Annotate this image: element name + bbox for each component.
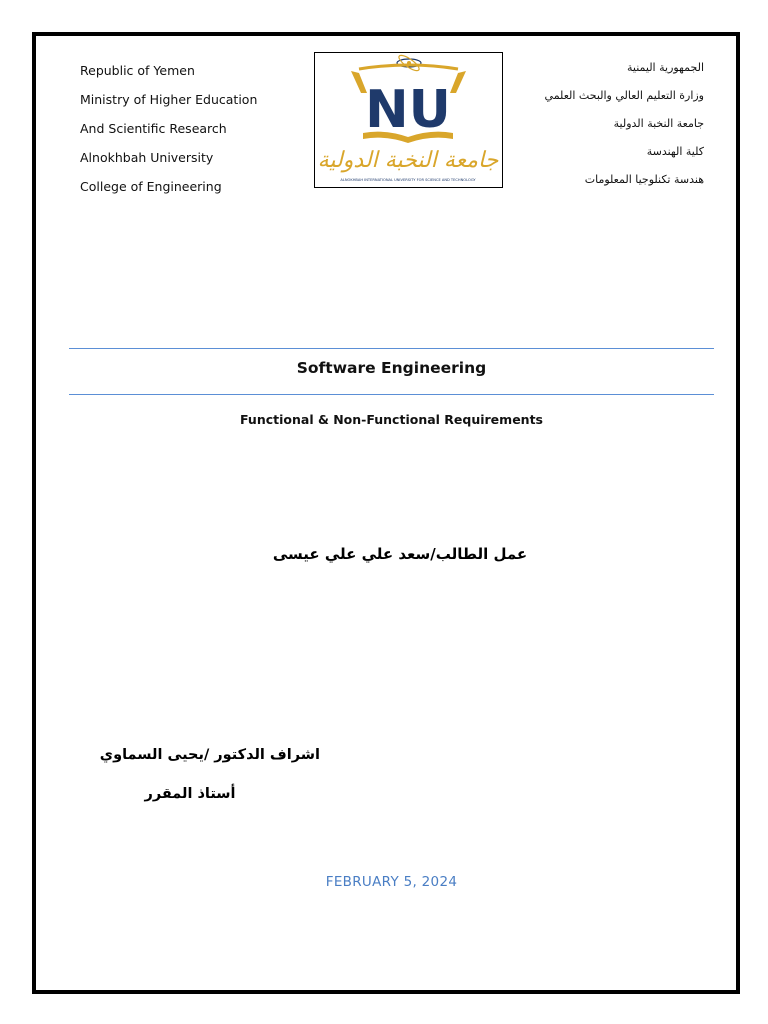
- document-subtitle: Functional & Non-Functional Requirements: [240, 412, 543, 427]
- english-header-line: Alnokhbah University: [80, 150, 214, 165]
- arabic-header-line: جامعة النخبة الدولية: [613, 117, 704, 130]
- english-header-line: And Scientific Research: [80, 121, 227, 136]
- arabic-header-line: هندسة تكنلوجيا المعلومات: [584, 173, 704, 186]
- course-lecturer-label: أستاذ المقرر: [144, 786, 236, 802]
- english-header-line: Republic of Yemen: [80, 63, 195, 78]
- student-name: عمل الطالب/سعد علي علي عيسى: [272, 545, 528, 563]
- supervisor-name: اشراف الدكتور /يحيى السماوي: [99, 747, 320, 763]
- document-date: FEBRUARY 5, 2024: [325, 874, 458, 890]
- logo-arabic-name: جامعة النخبة الدولية: [317, 148, 499, 173]
- logo-english-name: ALNOKHBAH INTERNATIONAL UNIVERSITY FOR SCIENCE AND TECHNOLOGY: [340, 178, 476, 182]
- logo-mark-text: NU: [365, 80, 451, 140]
- document-title: Software Engineering: [296, 359, 487, 377]
- arabic-header-line: كلية الهندسة: [646, 145, 704, 158]
- english-header-line: College of Engineering: [80, 179, 222, 194]
- title-rule-bottom: [69, 394, 714, 395]
- arabic-header-line: الجمهورية اليمنية: [626, 61, 704, 74]
- arabic-header: [545, 54, 704, 194]
- title-rule-top: [69, 348, 714, 349]
- english-header-line: Ministry of Higher Education: [80, 92, 258, 107]
- english-header: [80, 56, 257, 201]
- university-logo: [314, 52, 503, 188]
- arabic-header-line: وزارة التعليم العالي والبحث العلمي: [544, 89, 704, 102]
